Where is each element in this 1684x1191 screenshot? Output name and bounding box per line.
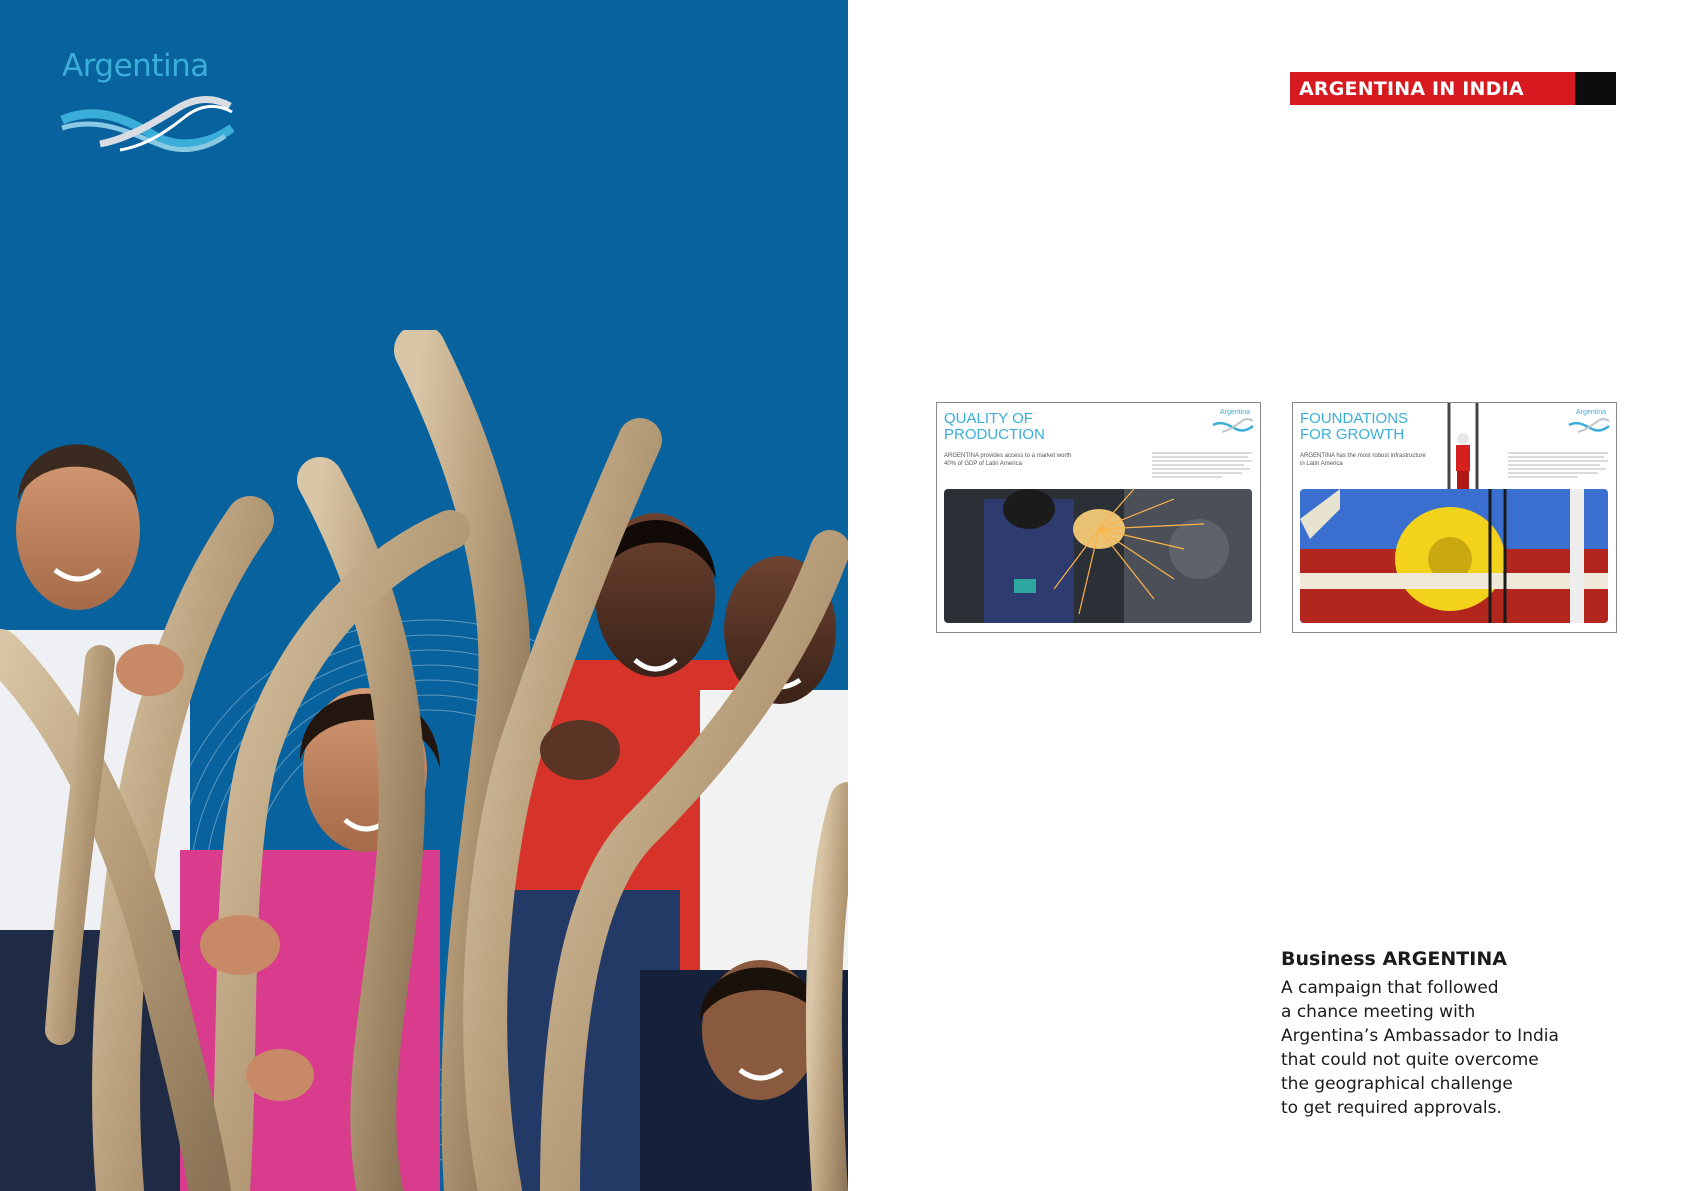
- welding-sparks-icon: [944, 489, 1252, 623]
- brand-wordmark: Argentina: [62, 48, 209, 84]
- summary-heading: Business ARGENTINA: [1281, 948, 1507, 970]
- argentina-ribbon-logo-icon: [1568, 417, 1610, 435]
- card-brand-wordmark: Argentina: [1220, 409, 1250, 416]
- rig-worker-icon: [1443, 403, 1503, 503]
- summary-line: to get required approvals.: [1281, 1098, 1502, 1118]
- summary-line: a chance meeting with: [1281, 1002, 1476, 1022]
- argentina-ribbon-logo-icon: [60, 92, 235, 162]
- section-tag-block: [1575, 72, 1616, 105]
- card-brand-wordmark: Argentina: [1576, 409, 1606, 416]
- card-title: FOUNDATIONS FOR GROWTH: [1300, 410, 1409, 443]
- summary-line: A campaign that followed: [1281, 978, 1499, 998]
- text-lines-icon: [1508, 451, 1608, 481]
- section-tag-label: ARGENTINA IN INDIA: [1290, 72, 1575, 105]
- argentina-ribbon-logo-icon: [1212, 417, 1254, 435]
- ad-thumbnail-quality: [936, 402, 1261, 633]
- welding-sparks-photo: [944, 489, 1252, 623]
- card-body-text: [1152, 451, 1252, 483]
- campaign-summary: [1281, 948, 1611, 1120]
- summary-line: the geographical challenge: [1281, 1074, 1513, 1094]
- ad-thumbnail-foundations: [1292, 402, 1617, 633]
- people-holding-driftwood-photo: [0, 330, 848, 1191]
- summary-line: that could not quite overcome: [1281, 1050, 1539, 1070]
- card-body-text: [1508, 451, 1608, 483]
- card-subtitle: ARGENTINA provides access to a market worth 40% of GDP of Latin America: [944, 453, 1072, 467]
- card-title: QUALITY OF PRODUCTION: [944, 410, 1045, 443]
- oil-rig-icon: [1300, 489, 1608, 623]
- text-lines-icon: [1152, 451, 1252, 481]
- summary-line: Argentina’s Ambassador to India: [1281, 1026, 1559, 1046]
- oil-rig-worker-photo: [1300, 489, 1608, 623]
- card-subtitle: ARGENTINA has the most robust infrastructure in Latin America: [1300, 453, 1426, 467]
- section-tag: [1290, 72, 1616, 105]
